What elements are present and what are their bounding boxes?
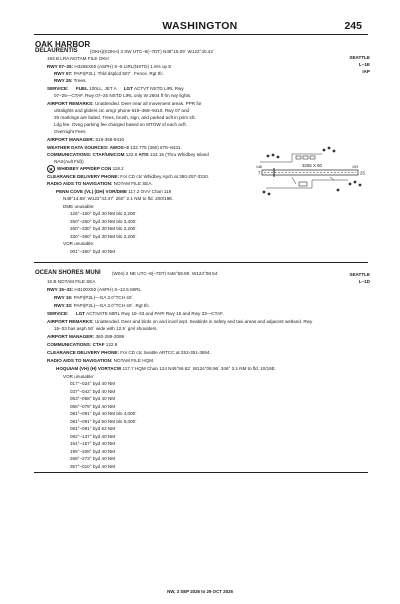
vor-label: HOQUIAM (VH) (H) VORTACW — [56, 366, 122, 371]
chart-name: SEATTLE — [349, 55, 370, 60]
airport-info-line: 193 B LRA NOTAM FILE OKH — [47, 55, 109, 61]
vor-unusable-line-0: VOR unusable: — [63, 373, 95, 379]
remarks-line-4: Ldg fee. Ovng parking fee charged based on MTOW of each acft. — [54, 122, 187, 127]
lighting-text: ACTVT NSTD LIRL Rwy — [133, 86, 184, 91]
airport-manager-line — [47, 137, 124, 143]
vor-unusable-line-7: 081°–091° byd 62 NM — [70, 426, 116, 431]
vor-text: 117.7 HQM Chan 124 N46°56.82´ W124°08.96´ 346° 3.1 NM to fld. 10/19E. — [122, 366, 277, 371]
clearance-line — [47, 350, 211, 356]
chart-code: L–1D — [358, 279, 370, 284]
runway-07-text: PAPI(P2L). Thld dsplcd 507´. Fence. Rgt tfc. — [73, 71, 164, 76]
approach-control-frequency: 118.2 — [112, 166, 124, 171]
dme-line-4: 330°–360° byd 30 NM blo 2,200´ — [70, 233, 137, 239]
communications-line — [47, 342, 117, 348]
runway-text: H3265X60 (ASPH) S–5 LIRL(NSTD) 1.6% up E — [74, 63, 172, 69]
fuel-label: FUEL — [75, 86, 88, 91]
runway-label: RWY 07–25: — [47, 63, 74, 69]
runway-07-label: RWY 07: — [54, 71, 73, 76]
dme-line-6: 001°–360° byd 40 NM — [70, 248, 116, 254]
section-divider — [34, 472, 368, 473]
chart-code: L–1E — [359, 62, 370, 67]
vor-unusable-line-6: 081°–091° byd 50 NM blo 5,000´ — [70, 418, 137, 424]
vor-text: 117.2 OVV Chan 119 — [128, 188, 172, 194]
remarks-line-1 — [47, 101, 202, 107]
service-label: SERVICE: — [47, 86, 69, 91]
airport-diagram — [252, 76, 370, 216]
city-heading: OAK HARBOR — [35, 40, 91, 49]
runway-15-line — [54, 295, 134, 301]
airport-ident-line: (W04) 2 NE UTC–8(–7DT) N46°59.95´ W124°08.54´ — [112, 271, 219, 276]
page-state-title: WASHINGTON — [162, 20, 238, 32]
runway-33-text: PAPI(P2L)—GA 3.0°TCH 40´. Rgt tfc. — [73, 302, 151, 308]
remarks-line-2: ultralights and gliders ctc amgr phone 619–368–9410. Rwy 07 and — [54, 108, 190, 113]
approach-r-icon: R — [47, 165, 55, 173]
communications-label: COMMUNICATIONS: CTAF — [47, 342, 105, 347]
remarks-line-3: 25 markings are faded. Trees, brush, sign, and parked acft in prim sfc. — [54, 115, 197, 120]
diagram-runway-end-25: 25 — [360, 170, 365, 176]
runway-25-text: Trees. — [73, 78, 87, 83]
radio-aids-text: NOTAM FILE SEA. — [113, 181, 153, 186]
runway-label: RWY 15–33: — [47, 287, 74, 292]
vor-unusable-line-12: 357°–010° byd 40 NM — [70, 463, 116, 469]
diagram-elevation-left: 146 — [256, 165, 262, 169]
page-footer: NW, 3 SEP 2026 to 29 OCT 2026 — [167, 589, 233, 594]
airport-manager-line — [47, 334, 124, 340]
service-line — [47, 311, 224, 317]
atis-frequency: 134.15 (Thru Whidbey Island — [149, 152, 209, 157]
vor-unusable-line-8: 092°–137° byd 40 NM — [70, 433, 116, 439]
remarks-label: AIRPORT REMARKS: — [47, 318, 94, 324]
diagram-taxiway — [292, 177, 296, 184]
runway-25-line — [54, 78, 87, 84]
clearance-label: CLEARANCE DELIVERY PHONE: — [47, 350, 119, 355]
vor-label: PENN COVE (VL) (DH) VOR/DME — [56, 188, 127, 194]
vor-unusable-line-5: 081°–091° byd 40 NM blo 4,000´ — [70, 411, 137, 416]
airport-info-line: 15 B NOTAM FILE SEA — [47, 278, 96, 284]
runway-line — [47, 287, 141, 293]
dme-line-1: 126°–160° byd 30 NM blo 2,200´ — [70, 211, 137, 216]
ctaf-frequency: 122.9 — [105, 342, 118, 347]
runway-25-label: RWY 25: — [54, 78, 73, 83]
atis-label: ATIS — [138, 152, 149, 157]
radio-aids-line — [47, 358, 154, 364]
diagram-runway-size: 3265 X 60 — [301, 163, 323, 168]
runway-07-line — [54, 71, 164, 77]
diagram-runway-end-7: 7 — [258, 170, 261, 176]
lighting-detail: 07–25—CTAF. Rwy 07–25 NSTD LIRL only W 2604 ft fm rwy lights. — [54, 93, 192, 98]
vor-unusable-line-11: 268°–273° byd 40 NM — [70, 456, 116, 461]
remarks-label: AIRPORT REMARKS: — [47, 101, 94, 106]
communications-label: COMMUNICATIONS: CTAF/UNICOM — [47, 152, 125, 157]
dme-line-0: DME unusable: — [63, 203, 95, 209]
header-rule — [34, 34, 368, 35]
service-line — [47, 86, 184, 92]
dme-line-3: 260°–330° byd 30 NM blo 2,200´ — [70, 226, 137, 231]
fuel-text: 100LL, JET A — [89, 86, 117, 91]
radio-aids-label: RADIO AIDS TO NAVIGATION: — [47, 358, 113, 363]
ctaf-frequency: 122.8 — [125, 152, 138, 157]
lighting-label: LGT — [75, 310, 86, 316]
radio-aids-label: RADIO AIDS TO NAVIGATION: — [47, 181, 113, 186]
runway-text: H3100X50 (ASPH) S–12.5 MIRL — [74, 287, 142, 292]
remarks-line-2: 15–33 has asph 50´ wide with 12.5´ grvl shoulders. — [54, 326, 158, 331]
runway-33-label: RWY 33: — [54, 302, 73, 308]
vor-line — [56, 189, 171, 195]
clearance-line — [47, 174, 209, 180]
runway-33-line — [54, 303, 150, 309]
airport-manager-label: AIRPORT MANAGER: — [47, 334, 95, 339]
airport-name: OCEAN SHORES MUNI — [35, 270, 101, 276]
service-label: SERVICE: — [47, 310, 69, 316]
weather-text: 132.775 (360) 675–8431. — [130, 144, 182, 150]
weather-label: WEATHER DATA SOURCES: AWOS–3 — [47, 144, 129, 150]
diagram-taxiway — [330, 177, 334, 180]
airport-manager-label: AIRPORT MANAGER: — [47, 137, 95, 142]
section-divider — [34, 262, 368, 263]
weather-line — [47, 145, 182, 151]
chart-name: SEATTLE — [349, 272, 370, 277]
chart-iap: IAP — [362, 69, 370, 74]
vor-line — [56, 366, 276, 372]
approach-control-label: WHIDBEY APP/DEP CON — [57, 166, 112, 171]
remarks-line-5: Overnight Fees. — [54, 129, 87, 134]
lighting-label: LGT — [123, 86, 133, 91]
vor-unusable-line-2: 037°–042° byd 40 NM — [70, 388, 116, 394]
diagram-elevation-right: 193 — [352, 165, 358, 169]
airport-name: DELAURENTIS — [35, 48, 78, 54]
remarks-text-1: Unattended. Deer and birds on and invof arpt. Seabirds in safety and taxi areas and adjacent wetland. Rwy — [94, 318, 313, 324]
vor-unusable-line-4: 066°–079° byd 40 NM — [70, 403, 116, 409]
dme-line-5: VOR unusable: — [63, 241, 95, 246]
vor-unusable-line-10: 195°–208° byd 40 NM — [70, 448, 116, 454]
clearance-text: For CD ctc Whidbey Apch at 360-257-3310. — [120, 173, 210, 179]
runway-15-label: RWY 15: — [54, 295, 73, 300]
vor-position: N48°14.68´ W122°43.47´ 260° 2.1 NM to fld. 200/19E. — [63, 196, 174, 201]
airport-manager-phone: 619-368-9410 — [95, 137, 125, 142]
approach-control-line — [57, 166, 124, 172]
vor-unusable-line-3: 053°–058° byd 40 NM — [70, 396, 116, 401]
communications-detail: NAS(Ault Fld)) — [54, 159, 84, 164]
vor-unusable-line-9: 154°–157° byd 40 NM — [70, 441, 116, 446]
dme-line-2: 250°–260° byd 30 NM blo 3,400´ — [70, 218, 137, 224]
vor-unusable-line-1: 017°–024° byd 40 NM — [70, 381, 116, 386]
page-number: 245 — [344, 20, 362, 32]
runway-line — [47, 64, 171, 70]
airport-ident-line: (OKH)(KOKH) 3 SW UTC–8(–7DT) N48°15.09´ W122°40.42´ — [90, 49, 215, 54]
runway-15-text: PAPI(P2L)—GA 3.0°TCH 40´. — [73, 295, 135, 300]
radio-aids-text: NOTAM FILE HQM. — [113, 358, 155, 363]
airport-manager-phone: 360-289-3099 — [95, 334, 125, 339]
diagram-boundary — [260, 154, 322, 162]
clearance-text: For CD ctc Seattle ARTCC at 253-351-3694. — [120, 350, 211, 355]
remarks-text-1: Unattended. Deer near all movement areas. PPR for — [94, 101, 202, 106]
clearance-label: CLEARANCE DELIVERY PHONE: — [47, 173, 119, 179]
radio-aids-line — [47, 181, 153, 187]
remarks-line-1 — [47, 319, 312, 325]
lighting-text: ACTIVATE MIRL Rwy 15–33 and PAPI Rwy 15 and Rwy 33—CTAF. — [86, 310, 224, 316]
communications-line — [47, 152, 209, 158]
